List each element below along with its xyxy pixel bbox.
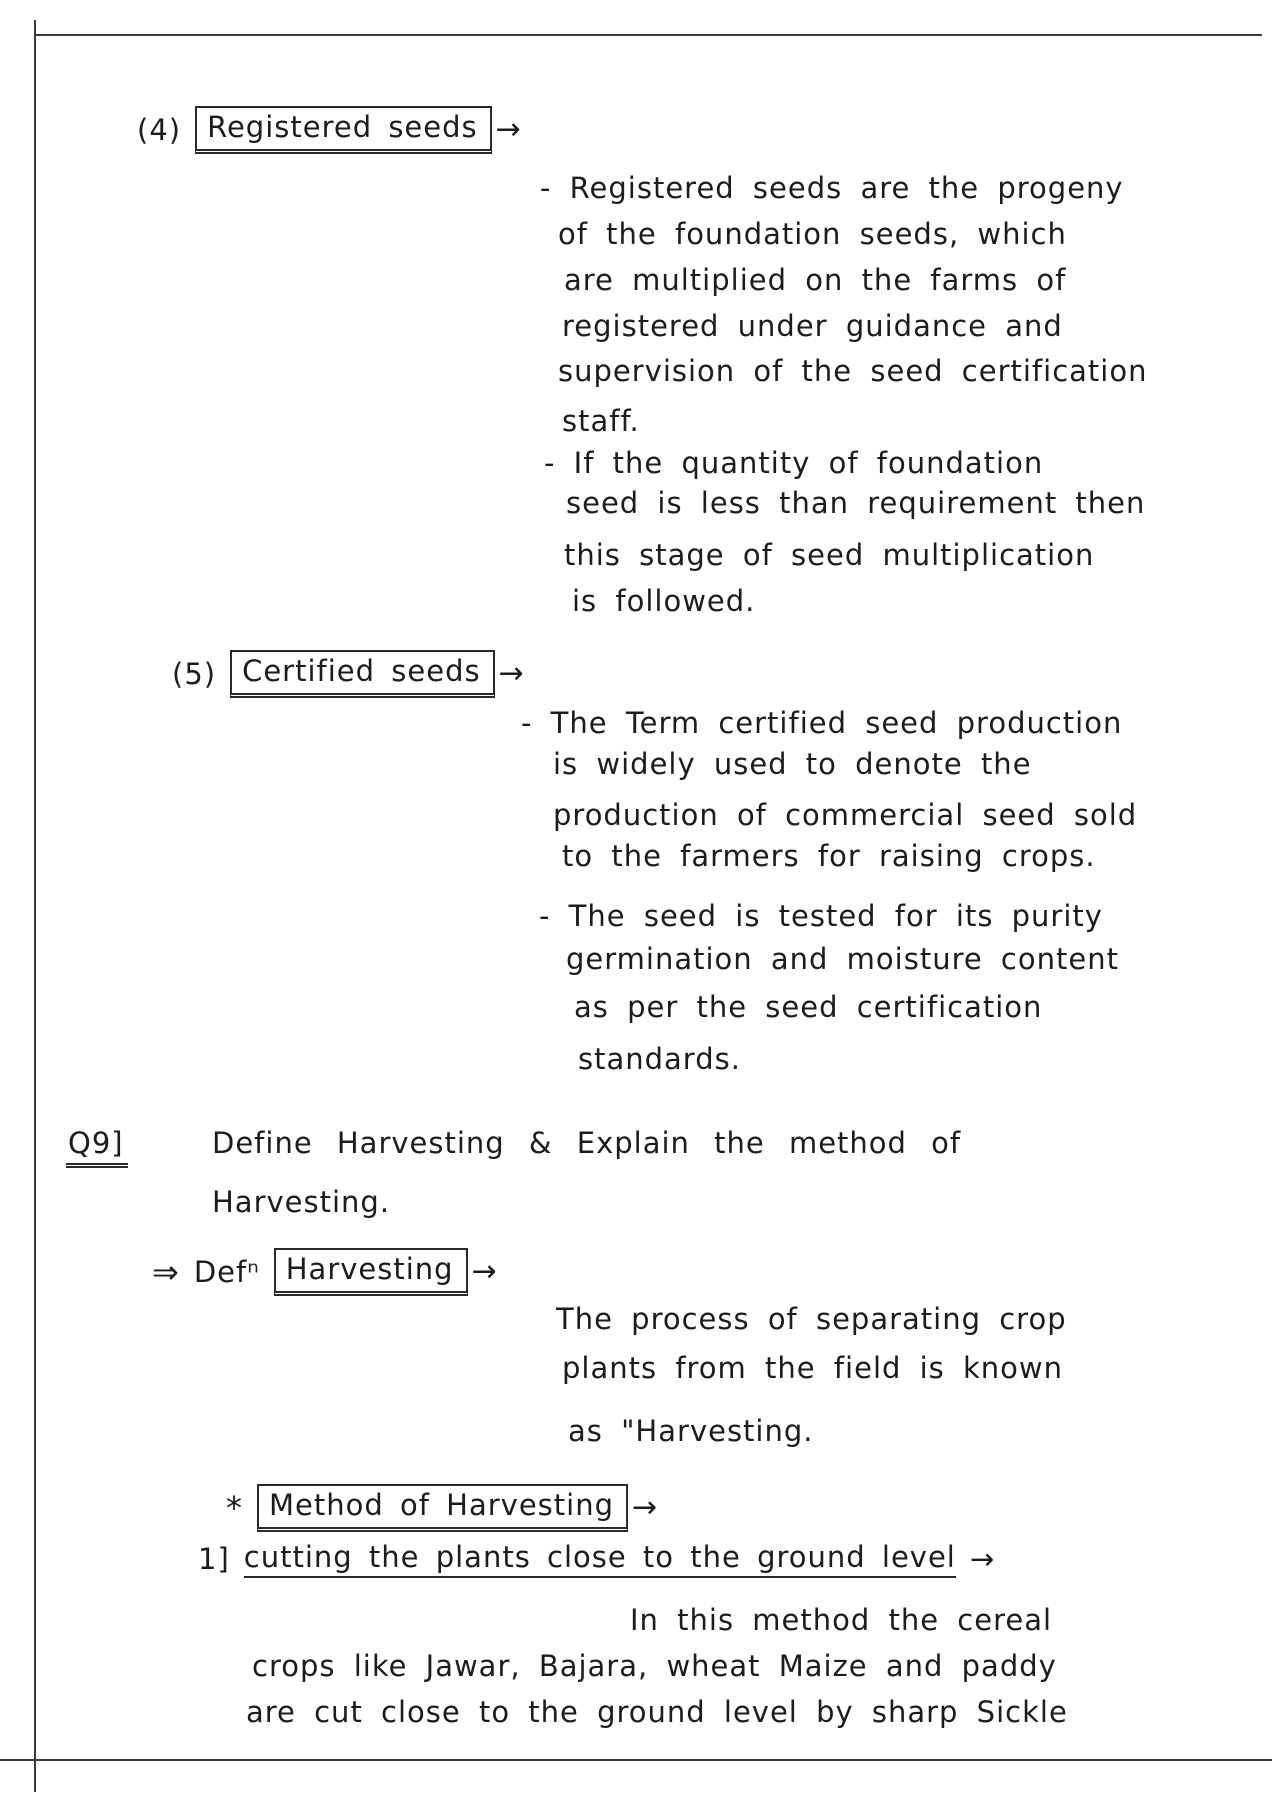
section-4-heading-row xyxy=(137,106,522,154)
section-5-line: standards. xyxy=(578,1042,741,1076)
section-5-line: - The Term certified seed production xyxy=(521,706,1123,740)
section-4-line: - If the quantity of foundation xyxy=(544,446,1044,480)
method-item-arrow: → xyxy=(969,1542,996,1576)
definition-arrow: → xyxy=(471,1254,498,1290)
section-5-number: (5) xyxy=(172,656,217,691)
section-4-line: staff. xyxy=(562,404,640,438)
section-5-line: to the farmers for raising crops. xyxy=(562,839,1096,873)
method-item-title: cutting the plants close to the ground level xyxy=(244,1540,956,1578)
section-4-line: are multiplied on the farms of xyxy=(564,263,1067,297)
section-4-line: registered under guidance and xyxy=(562,309,1063,343)
method-item-line: crops like Jawar, Bajara, wheat Maize and paddy xyxy=(252,1649,1057,1683)
page-border-left xyxy=(34,20,36,1792)
section-4-arrow: → xyxy=(495,112,522,148)
section-4-number: (4) xyxy=(137,112,182,147)
definition-line: plants from the field is known xyxy=(562,1351,1064,1385)
asterisk-icon: * xyxy=(226,1488,243,1527)
question-9-label: Q9] xyxy=(66,1126,128,1168)
section-4-line: seed is less than requirement then xyxy=(566,486,1146,520)
question-9-text: Define Harvesting & Explain the method of xyxy=(212,1126,962,1160)
definition-heading-row xyxy=(152,1248,498,1296)
implies-arrow-icon: ⇒ xyxy=(152,1252,180,1291)
method-heading-row xyxy=(226,1484,658,1532)
question-9-text: Harvesting. xyxy=(212,1185,391,1219)
section-4-line: supervision of the seed certification xyxy=(558,354,1148,388)
section-5-line: is widely used to denote the xyxy=(553,747,1032,781)
definition-line: as "Harvesting. xyxy=(568,1414,814,1448)
method-heading-box: Method of Harvesting xyxy=(257,1484,628,1532)
section-4-line: this stage of seed multiplication xyxy=(564,538,1095,572)
method-item-1-row xyxy=(198,1540,995,1578)
section-5-arrow: → xyxy=(498,656,525,692)
section-5-line: as per the seed certification xyxy=(574,990,1043,1024)
definition-line: The process of separating crop xyxy=(556,1302,1067,1336)
section-4-line: is followed. xyxy=(572,584,756,618)
page-border-top xyxy=(34,34,1262,36)
definition-prefix: Defⁿ xyxy=(193,1254,260,1289)
method-item-number: 1] xyxy=(198,1542,230,1576)
section-5-line: - The seed is tested for its purity xyxy=(539,899,1103,933)
method-item-line: In this method the cereal xyxy=(630,1603,1053,1637)
section-5-line: production of commercial seed sold xyxy=(553,798,1138,832)
section-5-line: germination and moisture content xyxy=(566,942,1119,976)
section-4-heading-box: Registered seeds xyxy=(195,106,492,154)
section-4-line: - Registered seeds are the progeny xyxy=(540,171,1124,205)
method-arrow: → xyxy=(631,1490,659,1526)
section-5-heading-box: Certified seeds xyxy=(230,650,495,698)
section-4-line: of the foundation seeds, which xyxy=(558,217,1067,251)
method-item-line: are cut close to the ground level by sharp Sickle xyxy=(246,1695,1068,1729)
section-5-heading-row xyxy=(172,650,525,698)
page-border-bottom xyxy=(0,1759,1272,1761)
definition-heading-box: Harvesting xyxy=(274,1248,468,1296)
